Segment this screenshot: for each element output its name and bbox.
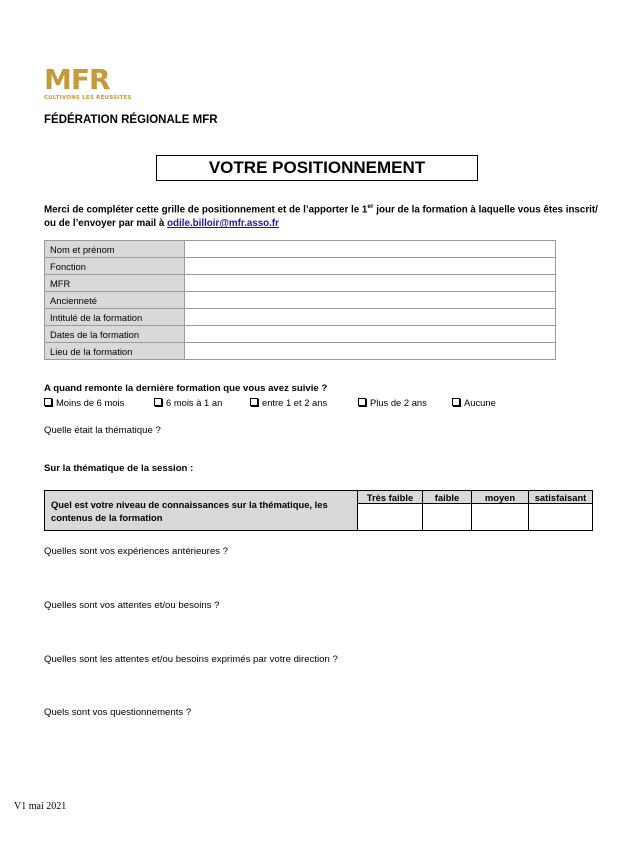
mfr-logo — [44, 63, 134, 106]
knowledge-level-table — [44, 490, 593, 531]
checkbox-icon[interactable] — [452, 398, 460, 406]
table-row — [45, 241, 556, 258]
logo-tagline: CULTIVONS LES RÉUSSITES — [44, 95, 132, 101]
field-label: Nom et prénom — [45, 241, 185, 258]
expectations-question: Quelles sont vos attentes et/ou besoins ? — [44, 600, 220, 611]
management-question: Quelles sont les attentes et/ou besoins exprimés par votre direction ? — [44, 654, 338, 665]
theme-question: Quelle était la thématique ? — [44, 425, 161, 436]
field-value-input[interactable] — [185, 292, 556, 309]
checkbox-icon[interactable] — [44, 398, 52, 406]
last-training-question: A quand remonte la dernière formation que vous avez suivie ? — [44, 383, 328, 394]
option-label: Moins de 6 mois — [56, 397, 125, 408]
intro-part2: jour de la formation à laquelle vous êtes inscrit/ — [373, 204, 598, 216]
table-row — [45, 343, 556, 360]
option-6-months-1-year[interactable] — [154, 397, 222, 408]
option-label: Aucune — [464, 397, 496, 408]
experiences-question: Quelles sont vos expériences antérieures ? — [44, 546, 228, 557]
option-label: 6 mois à 1 an — [166, 397, 223, 408]
field-label: Ancienneté — [45, 292, 185, 309]
level-cell-moyen[interactable] — [472, 504, 529, 531]
field-value-input[interactable] — [185, 309, 556, 326]
intro-line2: ou de l’envoyer par mail à — [44, 218, 168, 230]
option-more-2-years[interactable] — [358, 397, 427, 408]
option-label: Plus de 2 ans — [370, 397, 427, 408]
checkbox-icon[interactable] — [250, 398, 258, 406]
identity-table — [44, 240, 556, 360]
concerns-question: Quels sont vos questionnements ? — [44, 707, 192, 718]
level-header: faible — [423, 491, 472, 504]
level-header: Très faible — [358, 491, 423, 504]
option-none[interactable] — [452, 397, 496, 408]
intro-text — [44, 200, 604, 231]
organization-name: FÉDÉRATION RÉGIONALE MFR — [44, 114, 218, 126]
level-header: satisfaisant — [529, 491, 593, 504]
table-row — [45, 326, 556, 343]
field-label: MFR — [45, 275, 185, 292]
table-row — [45, 292, 556, 309]
session-heading: Sur la thématique de la session : — [44, 463, 194, 474]
checkbox-icon[interactable] — [154, 398, 162, 406]
level-header: moyen — [472, 491, 529, 504]
checkbox-icon[interactable] — [358, 398, 366, 406]
level-cell-tres-faible[interactable] — [358, 504, 423, 531]
field-value-input[interactable] — [185, 326, 556, 343]
page-title: VOTRE POSITIONNEMENT — [156, 155, 478, 181]
option-1-2-years[interactable] — [250, 397, 327, 408]
field-value-input[interactable] — [185, 241, 556, 258]
field-label: Dates de la formation — [45, 326, 185, 343]
email-link[interactable]: odile.billoir@mfr.asso.fr — [167, 218, 279, 230]
knowledge-question: Quel est votre niveau de connaissances sur la thématique, les contenus de la formation — [45, 491, 358, 531]
version-footer: V1 mai 2021 — [14, 801, 67, 812]
intro-sup: er — [367, 203, 374, 210]
level-cell-faible[interactable] — [423, 504, 472, 531]
table-row — [45, 258, 556, 275]
level-cell-satisfaisant[interactable] — [529, 504, 593, 531]
option-less-6-months[interactable] — [44, 397, 124, 408]
table-row — [45, 309, 556, 326]
intro-part1: Merci de compléter cette grille de positionnement et de l’apporter le 1 — [44, 204, 368, 216]
field-label: Intitulé de la formation — [45, 309, 185, 326]
logo-text: MFR — [44, 63, 110, 96]
field-value-input[interactable] — [185, 343, 556, 360]
table-row — [45, 275, 556, 292]
field-label: Lieu de la formation — [45, 343, 185, 360]
option-label: entre 1 et 2 ans — [262, 397, 328, 408]
table-row — [45, 491, 593, 504]
field-value-input[interactable] — [185, 258, 556, 275]
field-value-input[interactable] — [185, 275, 556, 292]
field-label: Fonction — [45, 258, 185, 275]
